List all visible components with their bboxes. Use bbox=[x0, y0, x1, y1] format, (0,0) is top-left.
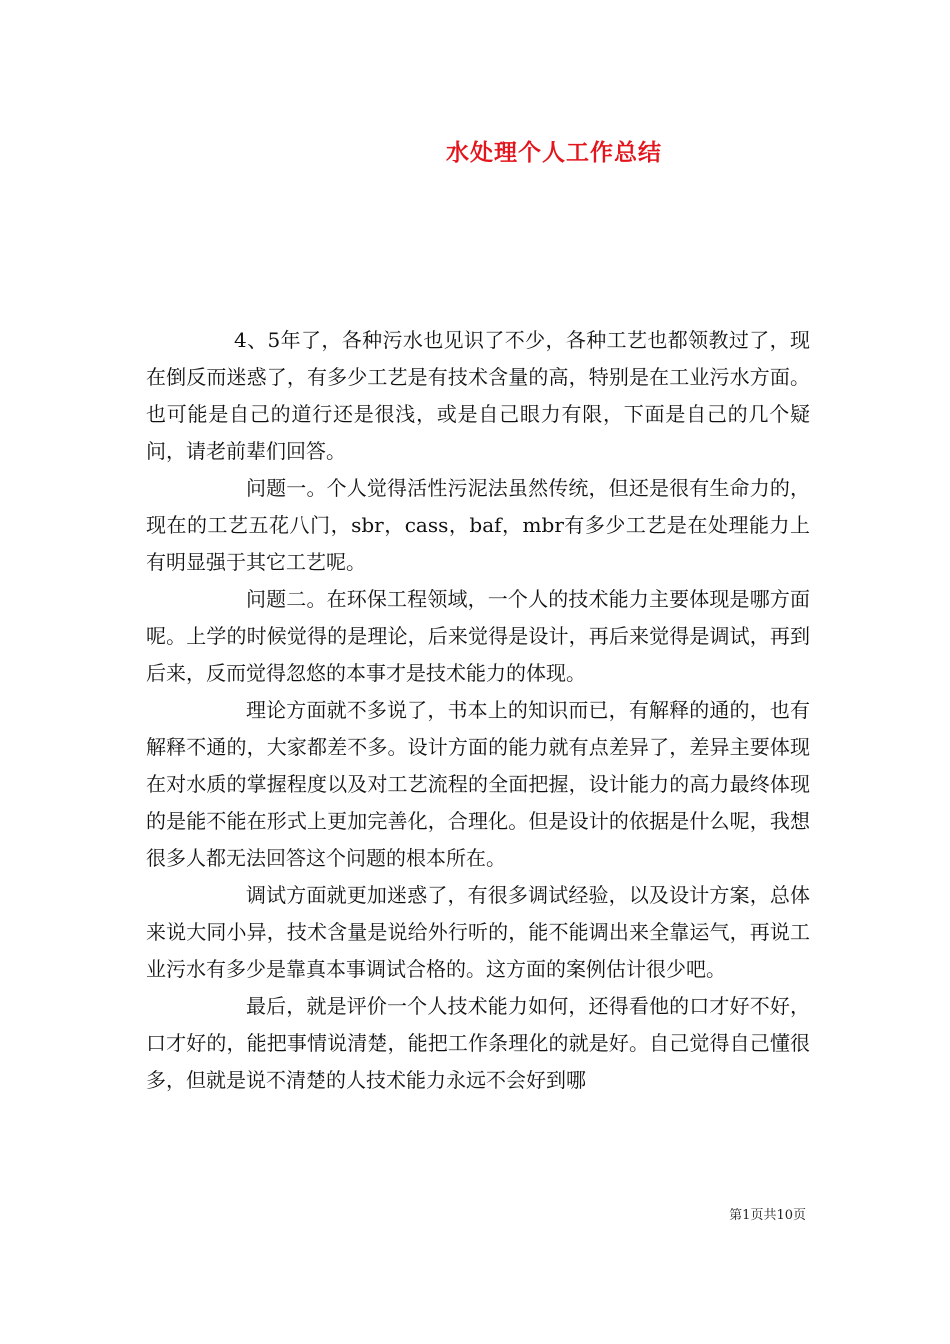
paragraph: 问题二。在环保工程领域，一个人的技术能力主要体现是哪方面呢。上学的时候觉得的是理论，后来觉得是设计，再后来觉得是调试，再到后来，反而觉得忽悠的本事才是技术能力的体现。 bbox=[146, 587, 810, 685]
paragraph: 最后，就是评价一个人技术能力如何，还得看他的口才好不好，口才好的，能把事情说清楚，能把工作条理化的就是好。自己觉得自己懂很多，但就是说不清楚的人技术能力永远不会好到哪 bbox=[146, 994, 810, 1092]
page-number-footer: 第1页共10页 bbox=[729, 1208, 806, 1223]
paragraph: 4、5年了，各种污水也见识了不少，各种工艺也都领教过了，现在倒反而迷惑了，有多少工艺是有技术含量的高，特别是在工业污水方面。也可能是自己的道行还是很浅，或是自己眼力有限，下面是自己的几个疑问，请老前辈们回答。 bbox=[146, 328, 810, 463]
paragraph: 理论方面就不多说了，书本上的知识而已，有解释的通的，也有解释不通的，大家都差不多。设计方面的能力就有点差异了，差异主要体现在对水质的掌握程度以及对工艺流程的全面把握，设计能力的高力最终体现的是能不能在形式上更加完善化，合理化。但是设计的依据是什么呢，我想很多人都无法回答这个问题的根本所在。 bbox=[146, 698, 810, 870]
paragraph: 调试方面就更加迷惑了，有很多调试经验，以及设计方案，总体来说大同小异，技术含量是说给外行听的，能不能调出来全靠运气，再说工业污水有多少是靠真本事调试合格的。这方面的案例估计很少吧。 bbox=[146, 883, 810, 981]
document-title bbox=[0, 134, 950, 167]
paragraph: 问题一。个人觉得活性污泥法虽然传统，但还是很有生命力的，现在的工艺五花八门，sbr，cass，baf，mbr有多少工艺是在处理能力上有明显强于其它工艺呢。 bbox=[146, 476, 810, 574]
document-title-text: 水处理个人工作总结 bbox=[446, 139, 662, 166]
document-body bbox=[146, 322, 810, 1099]
